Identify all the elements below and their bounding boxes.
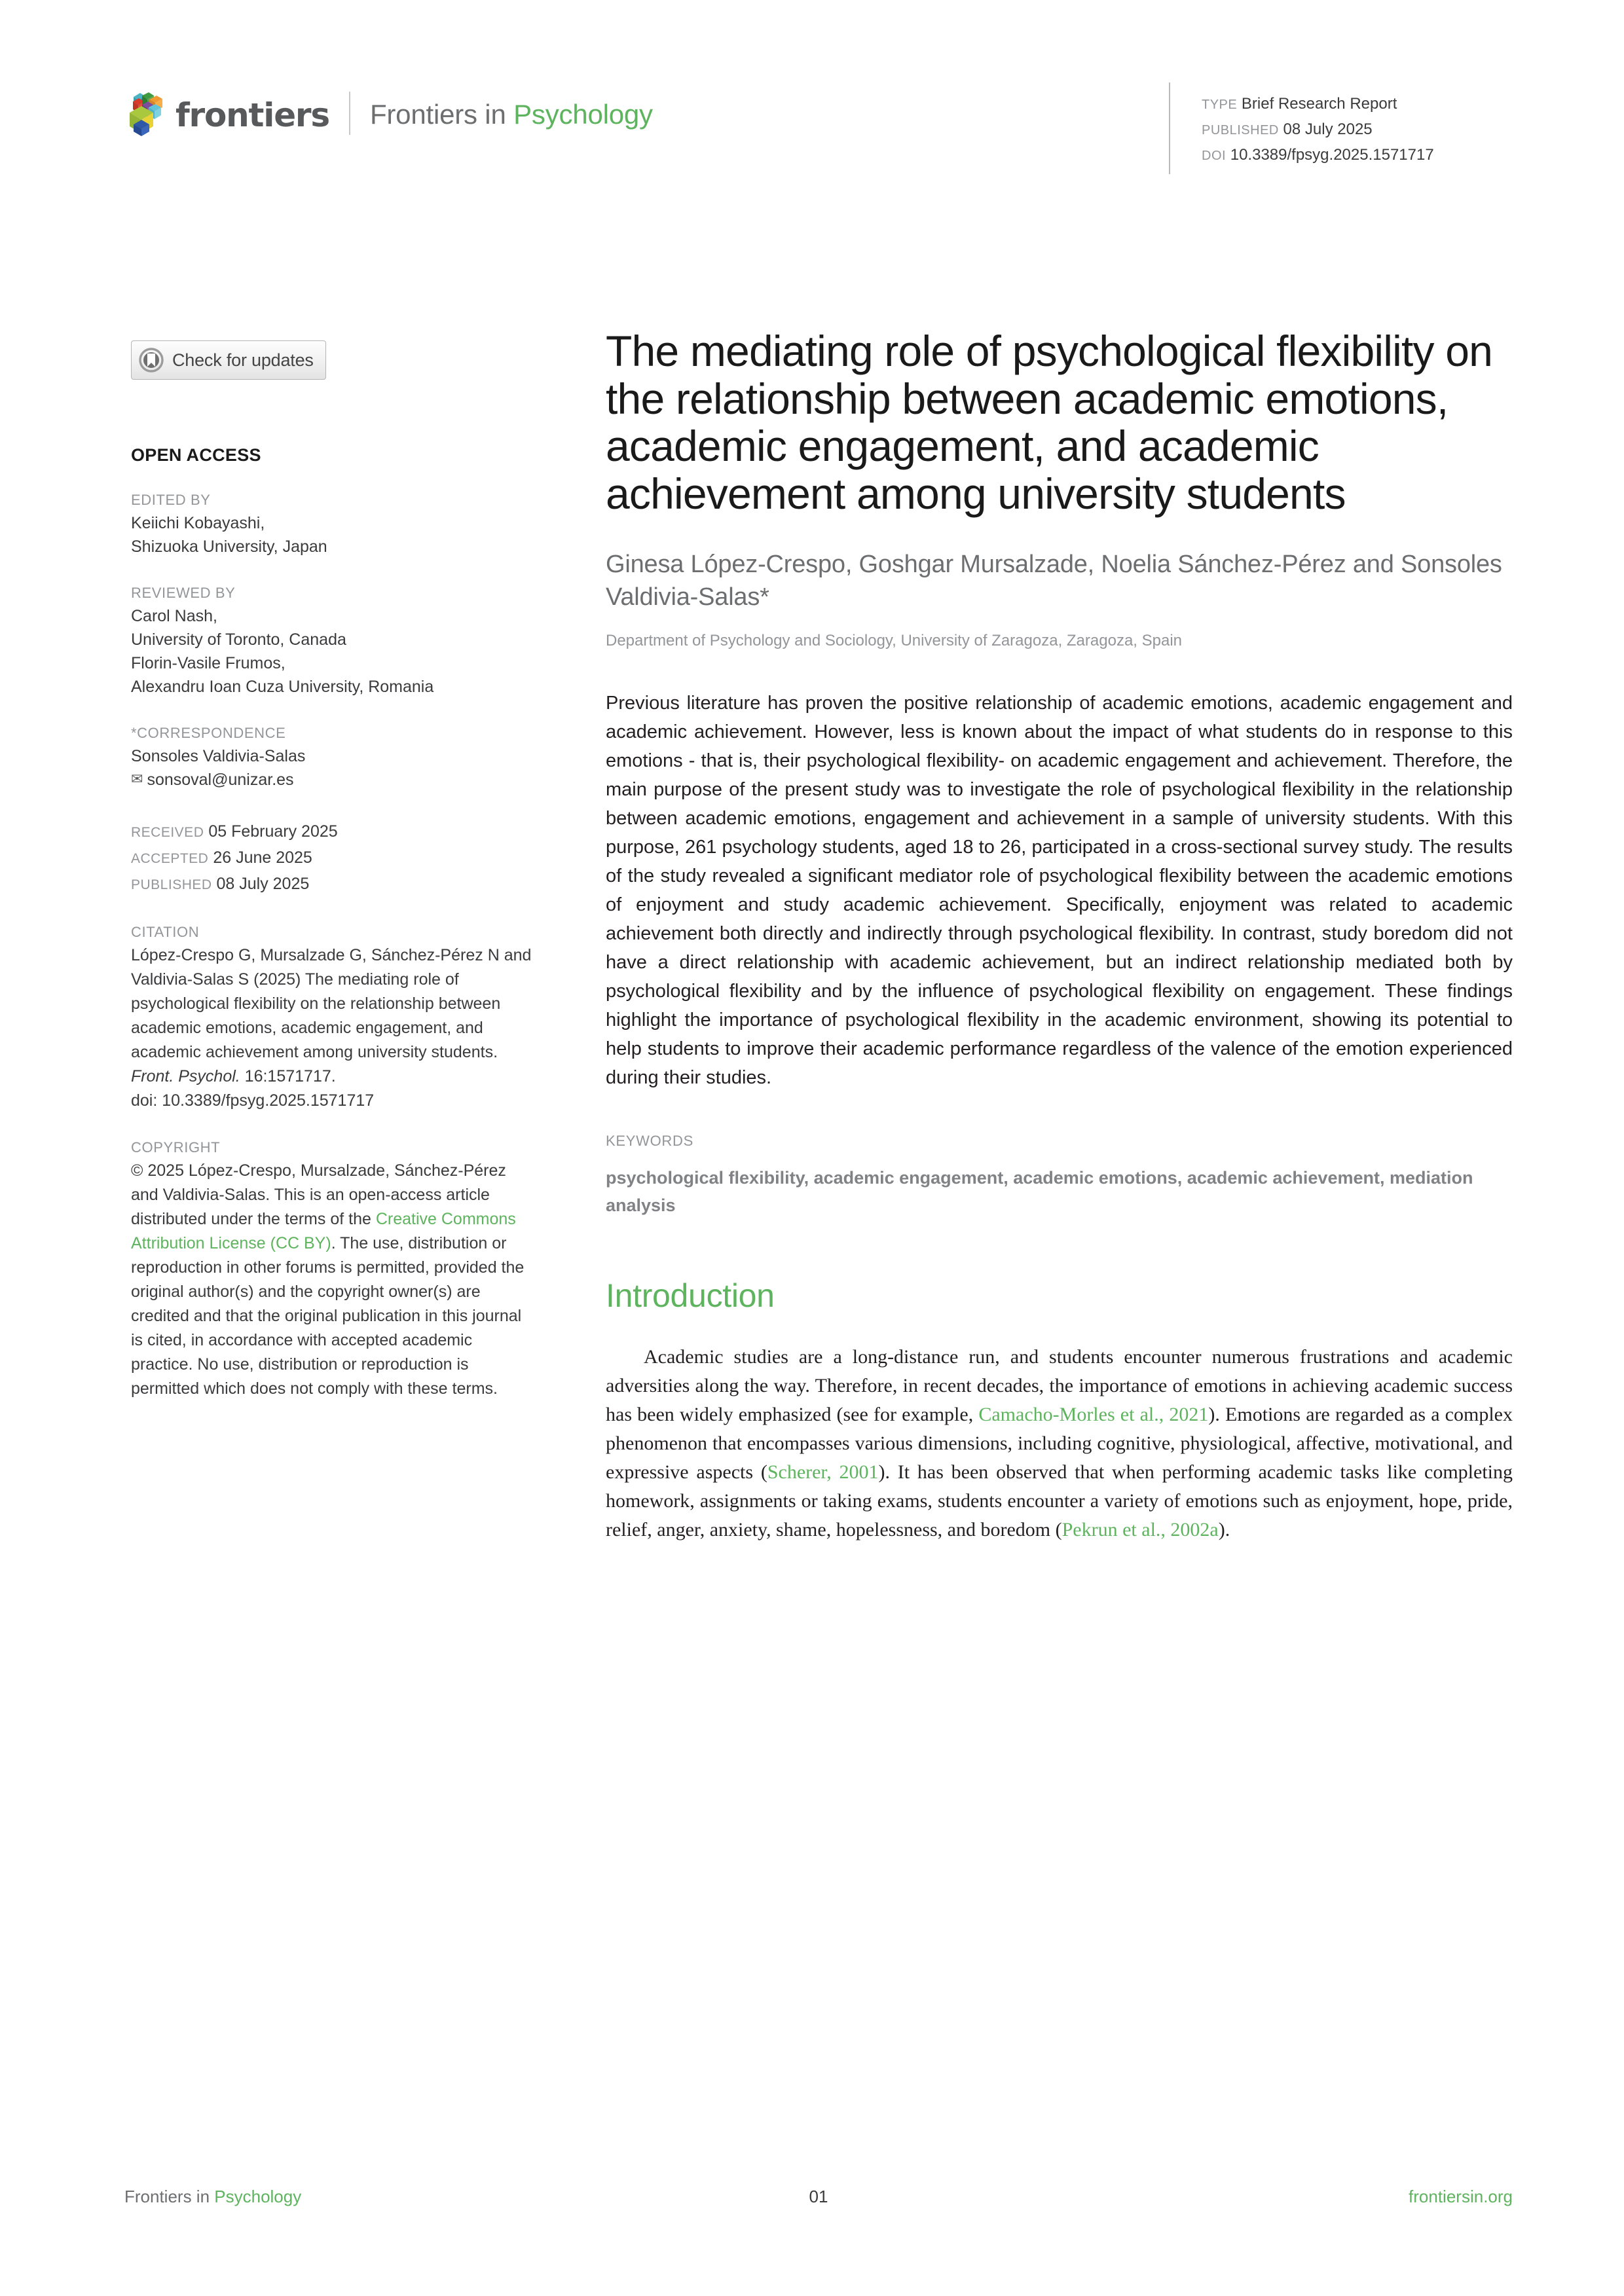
correspondence-email-row[interactable] <box>131 768 537 793</box>
keywords-label: KEYWORDS <box>606 1132 693 1149</box>
brand-divider <box>349 92 350 135</box>
author-list: Ginesa López-Crespo, Goshgar Mursalzade, Noelia Sánchez-Pérez and Sonsoles Valdivia-Salas* <box>606 551 1502 611</box>
reviewer-1-name: Carol Nash, <box>131 607 217 625</box>
date-label-received: RECEIVED <box>131 825 204 840</box>
frontiers-wordmark: frontiers <box>175 96 329 134</box>
footer-website-link[interactable]: frontiersin.org <box>1409 2187 1513 2206</box>
meta-value-type: Brief Research Report <box>1241 95 1397 113</box>
intro-text-b: ). Emotions are regarded as a complex phenomenon that encompasses various dimensions, including cognitive, physiological, affective, motivational, and expressive aspects ( <box>606 1403 1513 1483</box>
meta-value-published: 08 July 2025 <box>1283 120 1373 138</box>
edited-by-section <box>131 492 537 558</box>
citation-label: CITATION <box>131 924 200 940</box>
citation-journal-italic: Front. Psychol. <box>131 1067 240 1085</box>
citation-text: López-Crespo G, Mursalzade G, Sánchez-Pérez N and Valdivia-Salas S (2025) The mediating role of psychological flexibility on the relationship between academic emotions, academic engagement, and academic achievement among university students. <box>131 946 532 1061</box>
citation-section <box>131 924 537 1113</box>
meta-row-doi <box>1202 143 1509 168</box>
reviewer-2-affiliation: Alexandru Ioan Cuza University, Romania <box>131 678 434 696</box>
footer-journal-prefix: Frontiers in <box>124 2187 215 2206</box>
copyright-section <box>131 1139 537 1401</box>
meta-label-type: TYPE <box>1202 98 1238 112</box>
reviewed-by-label: REVIEWED BY <box>131 585 236 601</box>
meta-row-published <box>1202 117 1509 143</box>
abstract-text: Previous literature has proven the positive relationship of academic emotions, academic engagement and academic achievement. However, less is known about the impact of what students do in response to this emotions - that is, their psychological flexibility- on academic engagement and achievement. Therefore, the main purpose of the present study was to investigate the role of psychological flexibility in the relationship between academic emotions, engagement and achievement in a sample of university students. With this purpose, 261 psychology students, aged 18 to 26, participated in a cross-sectional survey study. The results of the study revealed a significant mediator role of psychological flexibility between the academic emotions of enjoyment and study academic achievement. Specifically, enjoyment was related to academic achievement both directly and indirectly through psychological flexibility. In contrast, study boredom did not have a direct relationship with academic achievement, but an indirect relationship mediated both by psychological flexibility and by the influence of psychological flexibility on engagement. These findings highlight the importance of psychological flexibility in the academic environment, showing its potential to help students to improve their academic performance regardless of the valence of the emotion experienced during their studies. <box>606 692 1513 1088</box>
date-value-published: 08 July 2025 <box>216 875 310 893</box>
citation-link-pekrun[interactable]: Pekrun et al., 2002a <box>1061 1518 1219 1540</box>
sidebar <box>131 340 537 1401</box>
page-footer <box>124 2187 1513 2213</box>
frontiers-logo-icon <box>124 89 165 137</box>
citation-journal-rest: 16:1571717. <box>240 1067 336 1085</box>
date-value-received: 05 February 2025 <box>208 822 338 841</box>
copyright-text-part2: . The use, distribution or reproduction in other forums is permitted, provided the original author(s) and the copyright owner(s) are credited and that the original publication in this journal is cited, in accordance with accepted academic practice. No use, distribution or reproduction is permitted which does not comply with these terms. <box>131 1234 525 1398</box>
journal-name-prefix: Frontiers in <box>369 99 514 130</box>
citation-link-scherer[interactable]: Scherer, 2001 <box>767 1461 879 1483</box>
reviewer-2-name: Florin-Vasile Frumos, <box>131 654 286 672</box>
cc-license-link[interactable]: Creative Commons Attribution License (CC BY) <box>131 1210 516 1252</box>
date-row-published <box>131 871 537 898</box>
publication-metadata <box>1202 92 1509 168</box>
check-for-updates-button[interactable] <box>131 340 326 380</box>
edited-by-name: Keiichi Kobayashi, <box>131 514 265 532</box>
date-row-received <box>131 819 537 845</box>
crossmark-icon <box>138 347 164 373</box>
header-meta-divider <box>1169 82 1170 174</box>
footer-journal-highlight: Psychology <box>214 2187 302 2206</box>
correspondence-email[interactable]: sonsoval@unizar.es <box>147 771 294 789</box>
copyright-text <box>131 1159 537 1401</box>
page-title: The mediating role of psychological flexibility on the relationship between academic emotions, academic engagement, and academic achievement among university students <box>606 327 1493 518</box>
dates-section <box>131 819 537 898</box>
frontiers-brand[interactable] <box>124 85 653 141</box>
introduction-paragraph <box>606 1343 1513 1544</box>
date-label-accepted: ACCEPTED <box>131 851 209 866</box>
meta-value-doi[interactable]: 10.3389/fpsyg.2025.1571717 <box>1230 146 1434 164</box>
correspondence-label: *CORRESPONDENCE <box>131 725 286 741</box>
journal-name-highlight: Psychology <box>513 99 653 130</box>
reviewed-by-section <box>131 585 537 699</box>
check-for-updates-label: Check for updates <box>172 350 314 370</box>
journal-name <box>370 101 653 128</box>
date-value-accepted: 26 June 2025 <box>213 848 312 867</box>
meta-row-type <box>1202 92 1509 117</box>
intro-text-d: ). <box>1218 1518 1230 1540</box>
author-affiliation: Department of Psychology and Sociology, University of Zaragoza, Zaragoza, Spain <box>606 632 1183 650</box>
intro-text-c: ). It has been observed that when performing academic tasks like completing homework, assignments or taking exams, students encounter a variety of emotions such as enjoyment, hope, pride, relief, anger, anxiety, shame, hopelessness, and boredom ( <box>606 1461 1513 1540</box>
edited-by-affiliation: Shizuoka University, Japan <box>131 538 327 556</box>
citation-journal-line <box>131 1065 537 1089</box>
open-access-heading: OPEN ACCESS <box>131 445 261 465</box>
reviewer-1-affiliation: University of Toronto, Canada <box>131 630 346 649</box>
correspondence-section <box>131 725 537 793</box>
intro-text-a: Academic studies are a long-distance run, and students encounter numerous frustrations and academic adversities along the way. Therefore, in recent decades, the importance of emotions in achieving academic success has been widely emphasized (see for example, <box>606 1345 1513 1425</box>
article-main <box>606 327 1513 1544</box>
keywords-list: psychological flexibility, academic engagement, academic emotions, academic achievement, mediation analysis <box>606 1167 1473 1215</box>
section-heading-introduction: Introduction <box>606 1277 775 1314</box>
citation-doi[interactable]: doi: 10.3389/fpsyg.2025.1571717 <box>131 1091 375 1110</box>
date-row-accepted <box>131 845 537 871</box>
copyright-text-part1: © 2025 López-Crespo, Mursalzade, Sánchez-Pérez and Valdivia-Salas. This is an open-access article distributed under the terms of the <box>131 1161 506 1228</box>
meta-label-published: PUBLISHED <box>1202 123 1279 137</box>
copyright-label: COPYRIGHT <box>131 1139 221 1156</box>
edited-by-label: EDITED BY <box>131 492 211 508</box>
meta-label-doi: DOI <box>1202 149 1227 163</box>
correspondence-name: Sonsoles Valdivia-Salas <box>131 747 306 765</box>
envelope-icon: ✉ <box>131 771 143 788</box>
date-label-published: PUBLISHED <box>131 877 212 892</box>
citation-link-camacho-morles[interactable]: Camacho-Morles et al., 2021 <box>978 1403 1209 1425</box>
footer-page-number: 01 <box>809 2187 828 2206</box>
